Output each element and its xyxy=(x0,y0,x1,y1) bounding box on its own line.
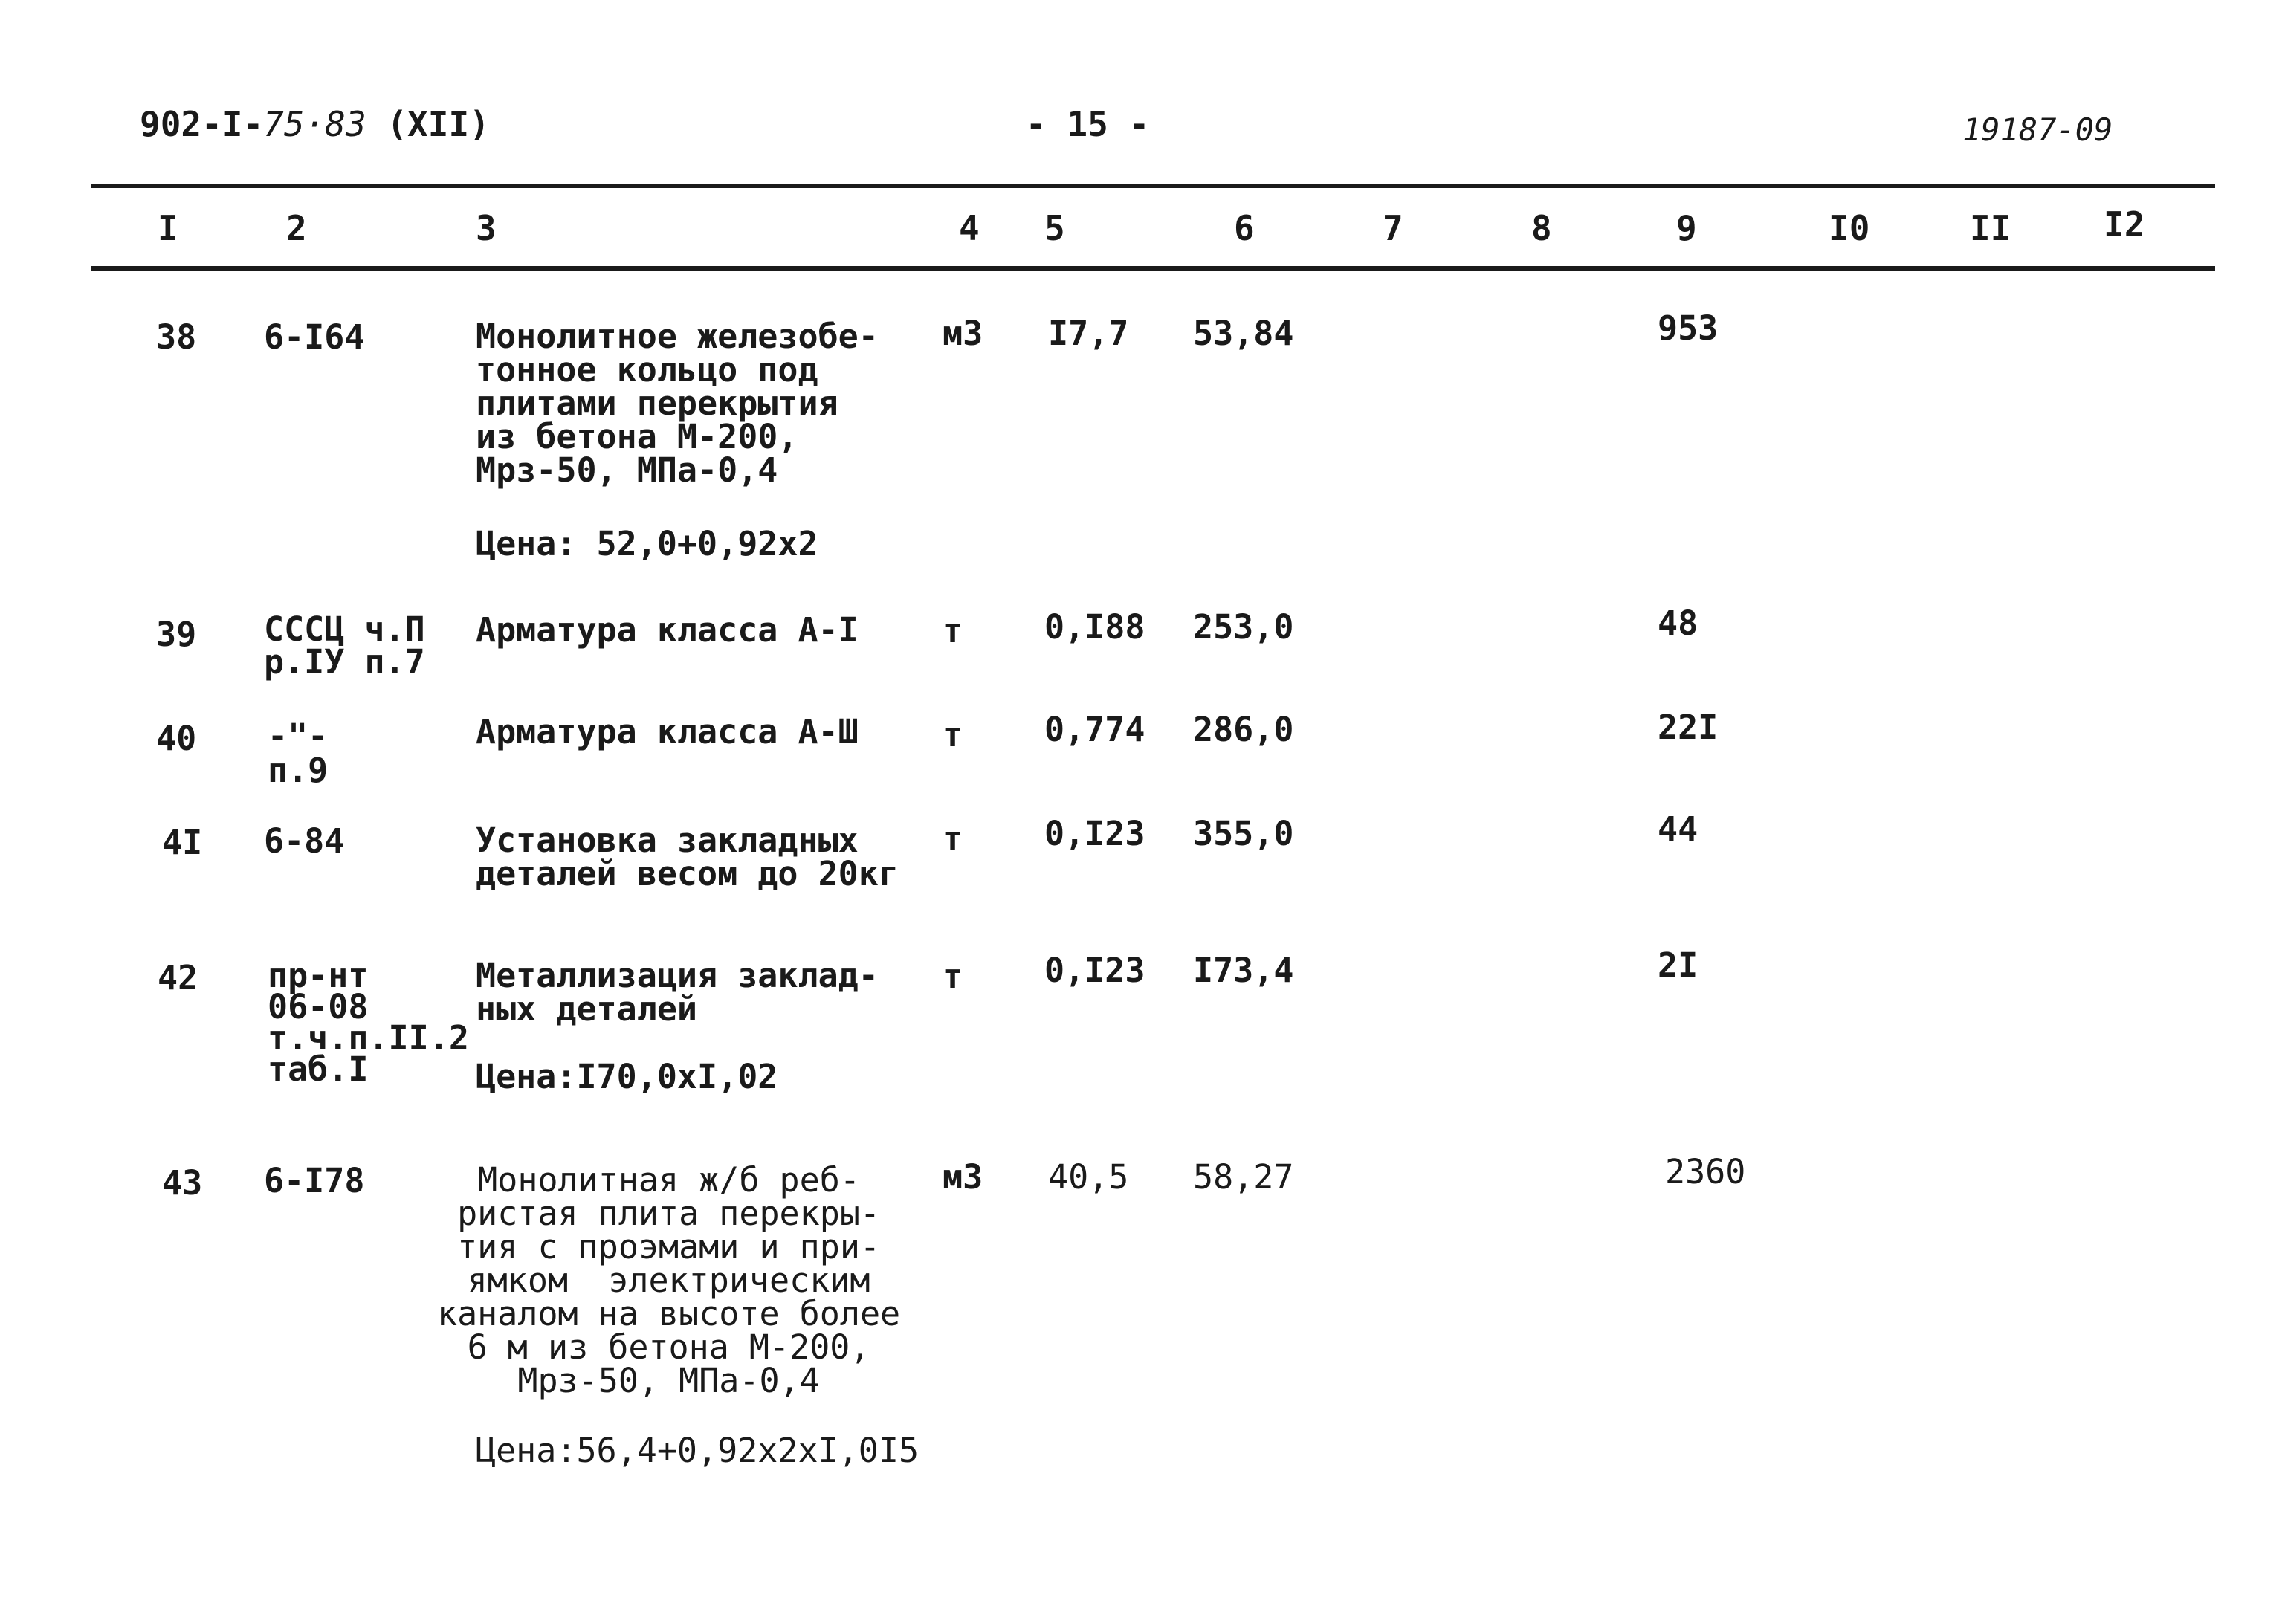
row-total: 2360 xyxy=(1665,1152,1746,1191)
row-price-note: Цена: 52,0+0,92х2 xyxy=(476,524,818,563)
row-unit: м3 xyxy=(943,314,983,353)
row-code: -"- п.9 xyxy=(268,716,329,790)
row-number: 43 xyxy=(162,1163,203,1203)
document-code-suffix: (XII) xyxy=(387,104,490,144)
column-header-1: I xyxy=(158,208,178,248)
document-code-handwritten: 75·83 xyxy=(263,104,366,144)
row-unit-price: 286,0 xyxy=(1193,710,1294,749)
row-description: Металлизация заклад- ных деталей xyxy=(476,956,879,1029)
row-unit-price: I73,4 xyxy=(1193,951,1294,990)
table-header-rule xyxy=(91,266,2215,271)
table-top-rule xyxy=(91,184,2215,188)
column-header-7: 7 xyxy=(1383,208,1403,248)
row-unit: т xyxy=(943,957,963,996)
row-unit-price: 253,0 xyxy=(1193,607,1294,647)
column-header-2: 2 xyxy=(286,208,307,248)
column-header-3: 3 xyxy=(476,208,497,248)
row-unit-price: 58,27 xyxy=(1193,1157,1294,1197)
row-unit: м3 xyxy=(943,1157,983,1197)
row-total: 2I xyxy=(1658,945,1698,985)
column-header-10: I0 xyxy=(1829,208,1870,248)
row-unit-price: 355,0 xyxy=(1193,814,1294,853)
row-description: Монолитная ж/б реб- ристая плита перекры- тия с проэмами и при- ямком электрическим каналом на высоте более 6 м из бетона М-200, Мрз-50, МПа-0,4 xyxy=(437,1160,901,1400)
row-description: Арматура класса А-Ш xyxy=(476,712,859,751)
row-number: 4I xyxy=(162,823,203,862)
row-code: пр-нт 06-08 т.ч.п.II.2 таб.I xyxy=(268,956,469,1089)
row-total: 48 xyxy=(1658,604,1698,643)
row-quantity: 0,I88 xyxy=(1044,607,1145,647)
column-header-11: II xyxy=(1970,208,2011,248)
row-quantity: I7,7 xyxy=(1048,314,1129,353)
column-header-5: 5 xyxy=(1044,208,1065,248)
row-number: 39 xyxy=(156,615,197,654)
column-header-12: I2 xyxy=(2104,204,2145,245)
page-number: - 15 - xyxy=(1026,104,1150,144)
row-total: 44 xyxy=(1658,809,1698,849)
row-quantity: 40,5 xyxy=(1048,1157,1129,1197)
column-header-6: 6 xyxy=(1234,208,1255,248)
row-description: Монолитное железобе- тонное кольцо под плитами перекрытия из бетона М-200, Мрз-50, МПа-0,4 xyxy=(476,317,879,490)
row-code: 6-84 xyxy=(264,821,345,861)
column-header-4: 4 xyxy=(959,208,980,248)
row-total: 22I xyxy=(1658,708,1719,747)
row-quantity: 0,774 xyxy=(1044,710,1145,749)
row-quantity: 0,I23 xyxy=(1044,814,1145,853)
document-code-prefix: 902-I- xyxy=(140,104,264,144)
row-unit: т xyxy=(943,611,963,650)
document-reference: 19187-09 xyxy=(1962,111,2113,148)
row-unit: т xyxy=(943,715,963,754)
row-code: СССЦ ч.П р.IУ п.7 xyxy=(264,609,425,682)
row-number: 42 xyxy=(158,958,198,997)
row-code: 6-I78 xyxy=(264,1161,365,1200)
row-unit: т xyxy=(943,819,963,858)
row-price-note: Цена:I70,0хI,02 xyxy=(476,1057,778,1096)
row-code: 6-I64 xyxy=(264,317,365,357)
row-description: Арматура класса А-I xyxy=(476,610,859,650)
row-number: 38 xyxy=(156,317,197,357)
row-price-note: Цена:56,4+0,92х2хI,0I5 xyxy=(476,1431,919,1470)
row-total: 953 xyxy=(1658,308,1719,348)
document-code xyxy=(140,104,490,144)
row-quantity: 0,I23 xyxy=(1044,951,1145,990)
row-number: 40 xyxy=(156,719,197,758)
column-header-8: 8 xyxy=(1531,208,1552,248)
row-unit-price: 53,84 xyxy=(1193,314,1294,353)
row-description: Установка закладных деталей весом до 20кг xyxy=(476,821,899,893)
column-header-9: 9 xyxy=(1676,208,1697,248)
